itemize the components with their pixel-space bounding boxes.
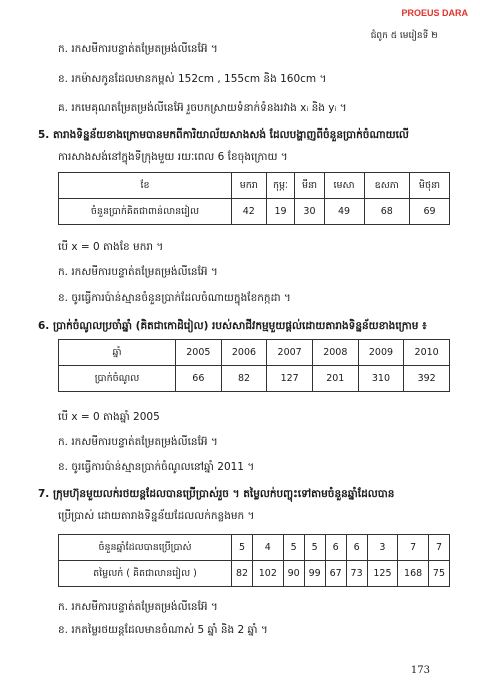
exercise-5-statement-cont: ការសាងសង់នៅក្នុងទីក្រុងមួយ រយៈពេល 6 ខែចុងក្រោយ ។ <box>58 151 288 163</box>
table-cell: 3 <box>367 535 398 561</box>
table-cell: 2005 <box>176 340 222 366</box>
table-cell: 49 <box>324 199 364 225</box>
exercise-7a: ក. រកសមីការបន្ទាត់តម្រែតម្រង់លីនេអ៊ែ ។ <box>58 601 218 613</box>
exercise-4a: ក. រកសមីការបន្ទាត់តម្រែតម្រង់លីនេអ៊ែ ។ <box>58 43 218 55</box>
revenue-header: ប្រាក់ចំណូល <box>59 366 176 392</box>
table-cell: 68 <box>364 199 409 225</box>
table-cell: 69 <box>409 199 449 225</box>
table-cell: កុម្ភៈ <box>266 173 295 199</box>
exercise-5-note: បើ x = 0 តាងខែ មករា ។ <box>58 241 164 253</box>
exercise-6b: ខ. ចូរធ្វើការប៉ាន់ស្មានប្រាក់ចំណូលនៅឆ្នាំ 2011 ។ <box>58 461 255 473</box>
table-cell: 125 <box>367 561 398 587</box>
table-row <box>59 340 450 366</box>
table-cell: 99 <box>304 561 325 587</box>
table-cell: 42 <box>232 199 267 225</box>
exercise-5b: ខ. ចូរធ្វើការប៉ាន់ស្មានចំនួនប្រាក់ដែលចំណាយក្នុងខែកក្កដា ។ <box>58 292 291 304</box>
car-price-table <box>58 534 450 587</box>
table-cell: ឧសភា <box>364 173 409 199</box>
exercise-7-statement: 7. ក្រុមហ៊ុនមួយលក់រថយន្តដែលបានប្រើប្រាស់រួច ។ តម្លៃលក់បញ្ចុះទៅតាមចំនួនឆ្នាំដែលបាន <box>38 488 395 500</box>
table-row <box>59 561 450 587</box>
table-cell: 7 <box>428 535 449 561</box>
year-header: ឆ្នាំ <box>59 340 176 366</box>
table-cell: 168 <box>398 561 429 587</box>
table-cell: 2008 <box>312 340 358 366</box>
exercise-6-note: បើ x = 0 តាងឆ្នាំ 2005 <box>58 411 160 423</box>
table-cell: 75 <box>428 561 449 587</box>
exercise-4c: គ. រកមេគុណតម្រែតម្រង់លីនេអ៊ែ រួចបកស្រាយទំនាក់ទំនងរវាង xᵢ និង yᵢ ។ <box>58 102 347 114</box>
table-cell: 2006 <box>221 340 267 366</box>
table-cell: 6 <box>325 535 346 561</box>
revenue-table <box>58 339 450 392</box>
table-cell: 6 <box>346 535 367 561</box>
table-cell: 5 <box>232 535 253 561</box>
table-cell: មេសា <box>324 173 364 199</box>
table-cell: 310 <box>358 366 404 392</box>
table-cell: 2009 <box>358 340 404 366</box>
table-row <box>59 199 450 225</box>
table-row <box>59 535 450 561</box>
exercise-5-statement: 5. តារាងទិន្នន័យខាងក្រោមបានមកពីការិយាល័យសាងសង់ ដែលបង្ហាញពីចំនួនប្រាក់ចំណាយលើ <box>38 129 409 141</box>
table-cell: 82 <box>221 366 267 392</box>
table-cell: មករា <box>232 173 267 199</box>
table-cell: 5 <box>304 535 325 561</box>
price-header: តម្លៃលក់ ( គិតជាលានរៀល ) <box>59 561 232 587</box>
table-cell: 392 <box>404 366 450 392</box>
table-cell: 73 <box>346 561 367 587</box>
brand-label: PROEUS DARA <box>401 8 468 18</box>
table-row <box>59 173 450 199</box>
exercise-4b: ខ. រកម៉ាសកូនដែលមានកម្ពស់ 152cm , 155cm និង 160cm ។ <box>58 73 327 85</box>
table-cell: 7 <box>398 535 429 561</box>
month-header: ខែ <box>59 173 232 199</box>
exercise-7b: ខ. រកតម្លៃរថយន្តដែលមានចំណាស់ 5 ឆ្នាំ និង 2 ឆ្នាំ ។ <box>58 624 268 636</box>
table-cell: 127 <box>267 366 313 392</box>
table-cell: 66 <box>176 366 222 392</box>
table-cell: 19 <box>266 199 295 225</box>
page-number: 173 <box>410 665 430 676</box>
amount-header: ចំនួនប្រាក់គិតជាពាន់លានរៀល <box>59 199 232 225</box>
table-cell: 2007 <box>267 340 313 366</box>
table-row <box>59 366 450 392</box>
table-cell: មិថុនា <box>409 173 449 199</box>
table-cell: 90 <box>283 561 304 587</box>
exercise-6a: ក. រកសមីការបន្ទាត់តម្រែតម្រង់លីនេអ៊ែ ។ <box>58 436 218 448</box>
table-cell: 67 <box>325 561 346 587</box>
exercise-5a: ក. រកសមីការបន្ទាត់តម្រែតម្រង់លីនេអ៊ែ ។ <box>58 266 218 278</box>
years-used-header: ចំនួនឆ្នាំដែលបានប្រើប្រាស់ <box>59 535 232 561</box>
table-cell: 5 <box>283 535 304 561</box>
table-cell: 4 <box>252 535 283 561</box>
table-cell: 201 <box>312 366 358 392</box>
table-cell: 30 <box>295 199 324 225</box>
chapter-header: ជំពូក ៥ មេរៀនទី ២ <box>370 31 438 41</box>
table-cell: 82 <box>232 561 253 587</box>
exercise-6-statement: 6. ប្រាក់ចំណូលប្រចាំឆ្នាំ (គិតជាកោដិរៀល) របស់សាជីវកម្មមួយផ្ដល់ដោយតារាងទិន្នន័យខាងក្រោម ៖ <box>38 320 427 332</box>
exercise-7-statement-cont: ប្រើប្រាស់ ដោយតារាងទិន្នន័យដែលលក់កន្លងមក ។ <box>58 510 255 522</box>
table-cell: 102 <box>252 561 283 587</box>
table-cell: 2010 <box>404 340 450 366</box>
table-cell: មីនា <box>295 173 324 199</box>
construction-cost-table <box>58 172 450 225</box>
